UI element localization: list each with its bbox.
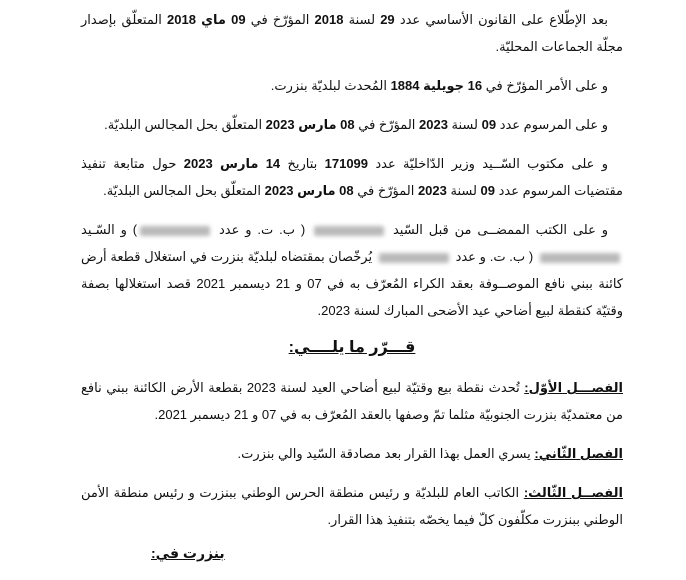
article-title: الفصــل الثّالث: [523,485,623,500]
text-segment: مجلّة الجماعات المحليّة. [495,39,623,54]
text-segment: 08 مارس 2023 [265,117,355,132]
text-segment: 09 ماي 2018 [167,12,246,27]
text-segment: و على الأمر المؤرّخ في [482,78,608,93]
text-segment: المُحدث لبلديّة بنزرت. [270,78,391,93]
preamble-paragraph [81,6,623,60]
text-segment: الكاتب العام للبلديّة و رئيس منطقة الحرس الوطني ببنزرت و رئيس منطقة الأمن الوطني [81,485,623,527]
redacted-name [140,226,210,236]
text-segment: بتاريخ [280,156,325,171]
text-segment: تُحدث نقطة بيع وقتيّة لبيع أضاحي العيد لسنة 2023 بقطعة الأرض الكائنة ببني نافع من [81,380,623,422]
text-segment: لسنة [447,117,482,132]
text-segment: أرض كائنة ببني نافع الموصــوفة بعقد الكراء المُعرّف به في 07 و 21 ديسمبر 2021 قصد استغلالها [81,249,623,291]
article-paragraph [81,374,623,428]
redacted-name [379,253,449,263]
text-segment: 14 مارس 2023 [183,156,281,171]
text-segment: 2018 [314,12,344,27]
text-segment: لسنة [446,183,481,198]
text-segment: و على مكتوب السّــيد وزير الدّاخليّة عدد [368,156,609,171]
preamble-paragraph [81,150,623,204]
text-segment: ( ب. ت. و عدد [213,222,312,237]
decision-heading: قـــرّر ما يلــــي: [288,339,416,356]
text-segment: المؤرّخ في [353,183,418,198]
text-segment: ( ب. ت. و عدد [451,249,537,264]
text-segment: ببنزرت مكلّفون كلّ فيما يخصّه بتنفيذ هذا القرار. [327,512,580,527]
text-segment: المؤرّخ في [245,12,315,27]
preamble-paragraph [81,216,623,324]
text-segment: المؤرّخ في [354,117,419,132]
text-segment: بعد الإطّلاع على القانون الأساسي عدد [394,12,608,27]
text-segment: 2023 [417,183,447,198]
preamble-section [81,6,623,324]
text-segment: 08 مارس 2023 [264,183,354,198]
text-segment: يُرخّصان بمقتضاه لبلديّة بنزرت في استغلال قطعة [110,249,376,264]
text-segment: يسري العمل بهذا القرار بعد مصادقة السّيد والي بنزرت. [237,446,535,461]
text-segment: المتعلّق بحل المجالس البلديّة. [104,117,266,132]
text-segment: ) و السّـيد [81,222,138,237]
text-segment: و على الكتب الممضــى من قبل السّيد [387,222,608,237]
article-title: الفصـــل الأوّل: [524,380,623,395]
text-segment: حول متابعة تنفيذ [81,156,184,171]
place-date-label: بنزرت في: [151,545,225,561]
preamble-paragraph [81,111,623,138]
text-segment: 16 جويلية 1884 [390,78,483,93]
article-title: الفصل الثّاني: [534,446,623,461]
text-segment: 09 [480,183,496,198]
text-segment: 29 [380,12,395,27]
text-segment: مقتضيات المرسوم عدد [495,183,623,198]
text-segment: 2023 [419,117,448,132]
text-segment: لسنة [343,12,381,27]
text-segment: معتمديّة بنزرت الجنوبيّة مثلما تمّ وصفها بالعقد المُعرّف به في 07 و 21 ديسمبر 2021. [154,407,603,422]
text-segment: بصفة وقتيّة كنقطة لبيع أضاحي عيد الأضحى المبارك لسنة 2023. [81,276,623,318]
article-paragraph [81,479,623,533]
text-segment: المتعلّق بحل المجالس البلديّة. [103,183,265,198]
text-segment: و على المرسوم عدد [496,117,608,132]
text-segment: المتعلّق بإصدار [81,12,168,27]
text-segment: 09 [481,117,497,132]
text-segment: 171099 [324,156,369,171]
preamble-paragraph [81,72,623,99]
redacted-name [314,226,384,236]
articles-section [81,374,623,533]
article-paragraph [81,440,623,467]
redacted-name [540,253,620,263]
